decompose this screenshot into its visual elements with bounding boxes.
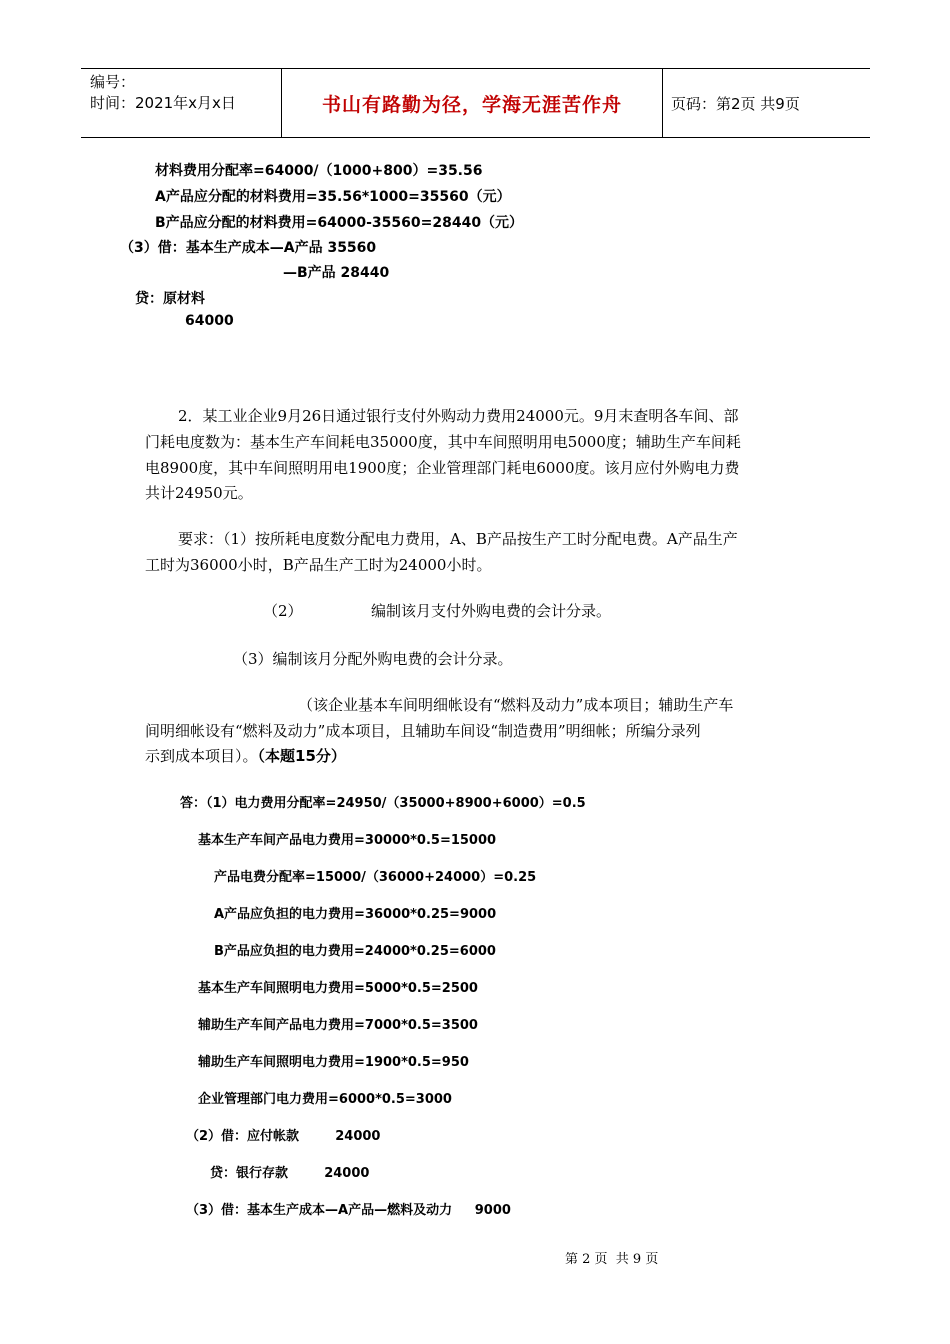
question-text: 共计24950元。 bbox=[145, 484, 253, 502]
header-page-info-cell bbox=[663, 69, 870, 137]
answer-line: A产品应分配的材料费用=35.56*1000=35560（元） bbox=[155, 189, 511, 205]
journal-entry-line: （2）借：应付帐款 24000 bbox=[186, 1129, 381, 1144]
header-motto-cell bbox=[281, 69, 663, 137]
answer-line: 基本生产车间产品电力费用=30000*0.5=15000 bbox=[198, 833, 497, 848]
question-text: 门耗电度数为：基本生产车间耗电35000度，其中车间照明用电5000度；辅助生产车间耗 bbox=[145, 433, 741, 451]
answer-line: 基本生产车间照明电力费用=5000*0.5=2500 bbox=[198, 981, 478, 996]
header-page-info: 页码：第2页 共9页 bbox=[671, 94, 800, 113]
answer-line: 产品电费分配率=15000/（36000+24000）=0.25 bbox=[214, 870, 537, 885]
requirement-text: 工时为36000小时，B产品生产工时为24000小时。 bbox=[145, 556, 492, 574]
journal-entry-line: 贷：原材料 bbox=[135, 291, 205, 307]
page-footer: 第 2 页 共 9 页 bbox=[565, 1252, 659, 1267]
note-line bbox=[145, 745, 346, 766]
journal-entry-line: 贷：银行存款 24000 bbox=[210, 1166, 370, 1181]
journal-entry-line: —B产品 28440 bbox=[283, 265, 390, 281]
answer-line: 企业管理部门电力费用=6000*0.5=3000 bbox=[198, 1092, 452, 1107]
score-label: （本题15分） bbox=[257, 747, 346, 765]
requirement-text: 编制该月支付外购电费的会计分录。 bbox=[371, 602, 612, 620]
journal-entry-amount: 64000 bbox=[185, 313, 234, 329]
requirement-text: 要求：（1）按所耗电度数分配电力费用，A、B产品按生产工时分配电费。A产品生产 bbox=[178, 530, 738, 548]
requirement-number: （2） bbox=[263, 602, 303, 620]
page-header bbox=[81, 68, 870, 138]
answer-line: B产品应负担的电力费用=24000*0.25=6000 bbox=[214, 944, 496, 959]
question-text: 电8900度，其中车间照明用电1900度；企业管理部门耗电6000度。该月应付外购电力费 bbox=[145, 459, 740, 477]
note-text: （该企业基本车间明细帐设有“燃料及动力”成本项目；辅助生产车 bbox=[298, 696, 734, 714]
number-label: 编号： bbox=[90, 73, 136, 91]
header-motto: 书山有路勤为径，学海无涯苦作舟 bbox=[321, 93, 622, 116]
journal-entry-line: （3）借：基本生产成本—A产品 35560 bbox=[120, 240, 377, 256]
answer-line: 辅助生产车间照明电力费用=1900*0.5=950 bbox=[198, 1055, 469, 1070]
answer-line: 答：（1）电力费用分配率=24950/（35000+8900+6000）=0.5 bbox=[180, 796, 586, 811]
header-info bbox=[81, 69, 281, 137]
answer-line: B产品应分配的材料费用=64000-35560=28440（元） bbox=[155, 215, 524, 231]
answer-line: A产品应负担的电力费用=36000*0.25=9000 bbox=[214, 907, 497, 922]
note-text: 间明细帐设有“燃料及动力”成本项目，且辅助车间设“制造费用”明细帐；所编分录列 bbox=[145, 722, 701, 740]
note-text: 示到成本项目）。 bbox=[145, 747, 258, 765]
time-label: 时间：2021年x月x日 bbox=[90, 94, 236, 112]
question-text: 2．某工业企业9月26日通过银行支付外购动力费用24000元。9月末查明各车间、部 bbox=[178, 407, 739, 425]
requirement-text: （3）编制该月分配外购电费的会计分录。 bbox=[233, 650, 513, 668]
answer-line: 材料费用分配率=64000/（1000+800）=35.56 bbox=[155, 163, 483, 179]
answer-line: 辅助生产车间产品电力费用=7000*0.5=3500 bbox=[198, 1018, 478, 1033]
journal-entry-line: （3）借：基本生产成本—A产品—燃料及动力 9000 bbox=[186, 1203, 511, 1218]
